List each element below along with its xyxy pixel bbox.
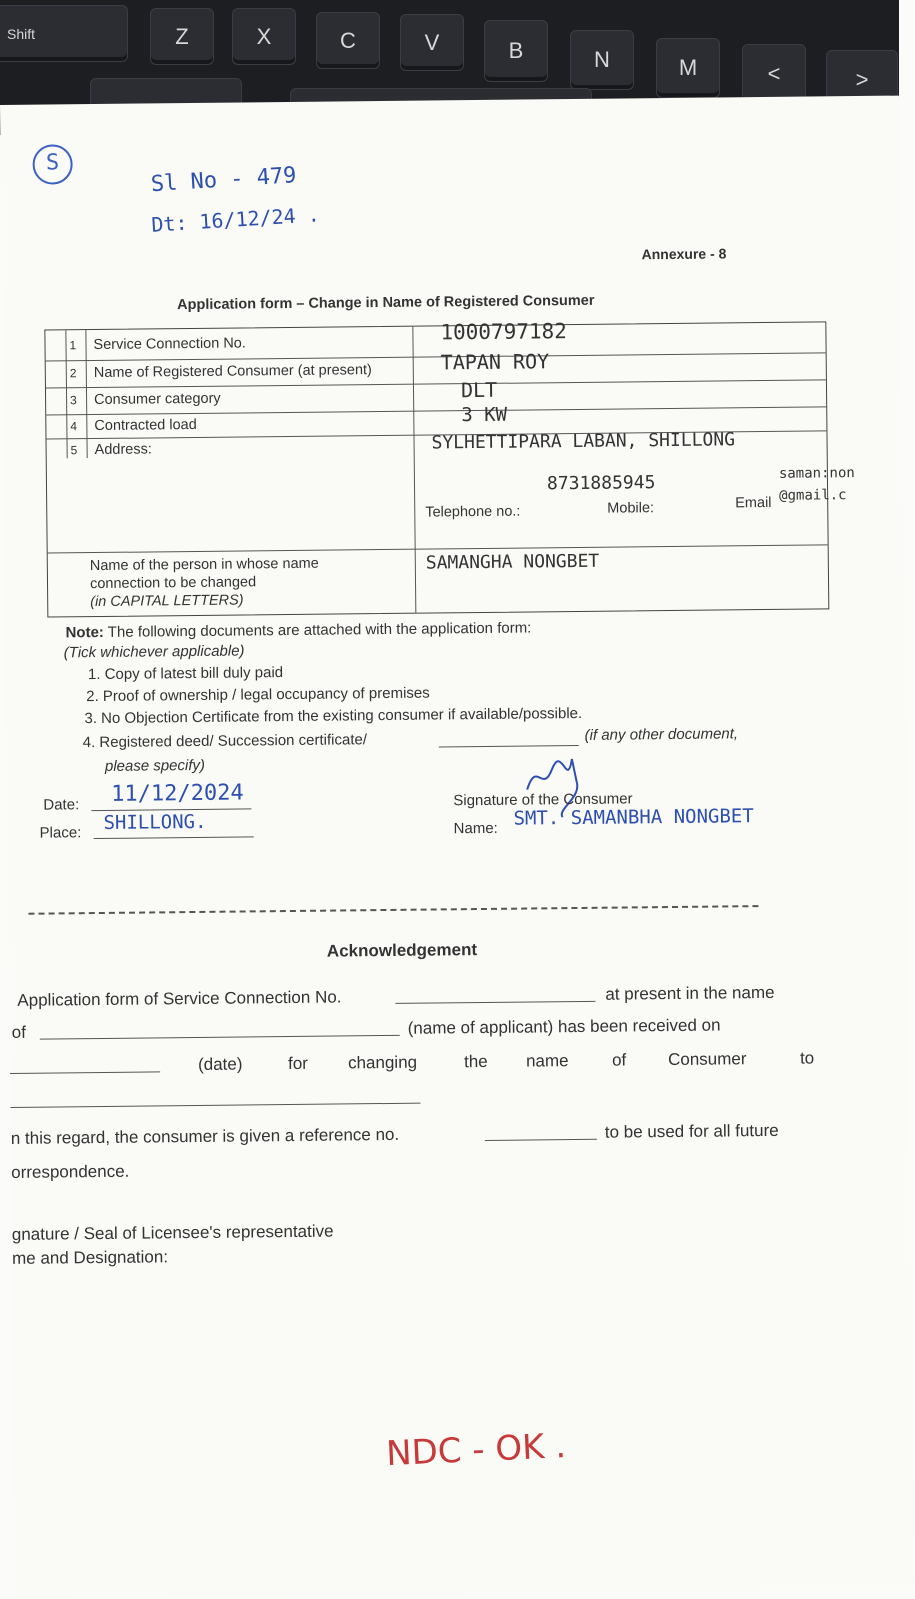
serial-number-note: Sl No - 479: [150, 163, 298, 198]
ack-line1-text: Application form of Service Connection No.: [17, 987, 342, 1010]
contracted-load-value: 3 KW: [461, 403, 508, 427]
registered-consumer-value: TAPAN ROY: [440, 349, 550, 375]
note-text: The following documents are attached with the application form:: [107, 619, 532, 641]
document-item-4-cont: (if any other document,: [584, 725, 739, 744]
key-n: N: [570, 30, 634, 90]
name-label: Name:: [453, 819, 498, 838]
key-z: Z: [150, 8, 214, 65]
ack-connection-blank: [395, 1001, 595, 1004]
document-item-1: 1. Copy of latest bill duly paid: [87, 664, 284, 684]
date-note: Dt: 16/12/24 .: [150, 202, 321, 237]
key-greater-than: >: [826, 50, 898, 110]
ack-line1-end: at present in the name: [605, 982, 775, 1004]
row-number: 5: [70, 443, 78, 458]
row-label: Consumer category: [94, 390, 221, 409]
column-divider-2: [412, 327, 416, 613]
row-label: Service Connection No.: [93, 335, 246, 354]
ack-word: Consumer: [667, 1049, 747, 1070]
note-line: [65, 619, 531, 641]
place-label: Place:: [39, 824, 82, 842]
mobile-label: Mobile:: [607, 500, 655, 517]
separator-line: [28, 905, 758, 915]
ack-new-name-blank: [10, 1103, 420, 1108]
row-label: Name of Registered Consumer (at present): [93, 362, 372, 382]
new-name-label-line3: (in CAPITAL LETTERS): [90, 592, 244, 611]
row-label: Address:: [94, 441, 152, 459]
place-line: [94, 836, 254, 839]
signature-label: Signature of the Consumer: [453, 790, 633, 810]
telephone-label: Telephone no.:: [425, 503, 521, 521]
email-value: saman:non @gmail.c: [778, 465, 855, 504]
key-shift: Shift: [0, 5, 128, 62]
ack-reference-blank: [485, 1139, 597, 1141]
note-subtitle: (Tick whichever applicable): [63, 642, 245, 662]
acknowledgement-title: Acknowledgement: [326, 940, 478, 961]
consumer-category-value: DLT: [460, 377, 498, 403]
ack-word: name: [525, 1051, 569, 1071]
application-table: [44, 319, 855, 617]
ack-line5-text: n this regard, the consumer is given a reference no.: [10, 1124, 400, 1148]
licensee-designation-label: me and Designation:: [11, 1247, 169, 1268]
document-item-4-specify: please specify): [104, 756, 206, 775]
document-page: [0, 96, 915, 1599]
row-divider-3: [46, 406, 826, 415]
key-x: X: [232, 8, 296, 65]
mobile-value: 8731885945: [546, 472, 656, 495]
note-heading: Note:: [65, 623, 104, 642]
key-c: C: [316, 12, 380, 69]
annexure-label: Annexure - 8: [641, 245, 727, 263]
document-item-4: 4. Registered deed/ Succession certificate/: [82, 731, 368, 752]
ack-line2-text: (name of applicant) has been received on: [407, 1015, 721, 1038]
date-value: 11/12/2024: [111, 780, 244, 807]
ack-line2-of: of: [11, 1022, 26, 1042]
row-divider-1: [46, 352, 826, 361]
ack-word: to: [799, 1048, 815, 1068]
document-item-2: 2. Proof of ownership / legal occupancy of premises: [86, 684, 430, 706]
key-m: M: [656, 38, 720, 98]
row-label: Contracted load: [94, 416, 197, 435]
ack-line5-end: to be used for all future: [604, 1120, 779, 1142]
key-v: V: [400, 14, 464, 71]
row-number: 2: [69, 366, 77, 381]
ack-word: the: [463, 1051, 488, 1072]
row-divider-2: [46, 379, 826, 388]
key-less-than: <: [742, 44, 806, 104]
document-item-3: 3. No Objection Certificate from the existing consumer if available/possible.: [84, 704, 583, 728]
place-value: SHILLONG.: [103, 810, 207, 834]
email-label: Email: [735, 494, 772, 512]
ack-word: for: [287, 1053, 308, 1074]
row-number: 4: [70, 419, 78, 434]
new-name-value: SAMANGHA NONGBET: [425, 550, 600, 574]
ack-word: (date): [197, 1054, 243, 1074]
row-number: 1: [69, 338, 77, 353]
form-title: Application form – Change in Name of Registered Consumer: [177, 292, 595, 314]
ack-word: of: [611, 1050, 627, 1070]
key-b: B: [484, 20, 548, 82]
row-number: 3: [70, 393, 77, 408]
ack-date-blank: [10, 1071, 160, 1074]
other-document-blank: [439, 745, 579, 747]
ack-word: changing: [347, 1052, 418, 1073]
new-name-label-line2: connection to be changed: [89, 574, 257, 593]
circled-mark: S: [32, 144, 72, 184]
ndc-ok-note: NDC - OK .: [385, 1426, 567, 1475]
licensee-signature-label: gnature / Seal of Licensee's representative: [11, 1221, 334, 1244]
address-value: SYLHETTIPARA LABAN, SHILLONG: [431, 429, 736, 454]
ack-name-blank: [40, 1035, 400, 1040]
date-label: Date:: [43, 796, 80, 814]
ack-line6: orrespondence.: [11, 1161, 130, 1182]
new-name-label-line1: Name of the person in whose name: [89, 555, 319, 575]
consumer-name-value: SMT. SAMANBHA NONGBET: [513, 805, 754, 830]
service-connection-value: 1000797182: [440, 319, 567, 345]
